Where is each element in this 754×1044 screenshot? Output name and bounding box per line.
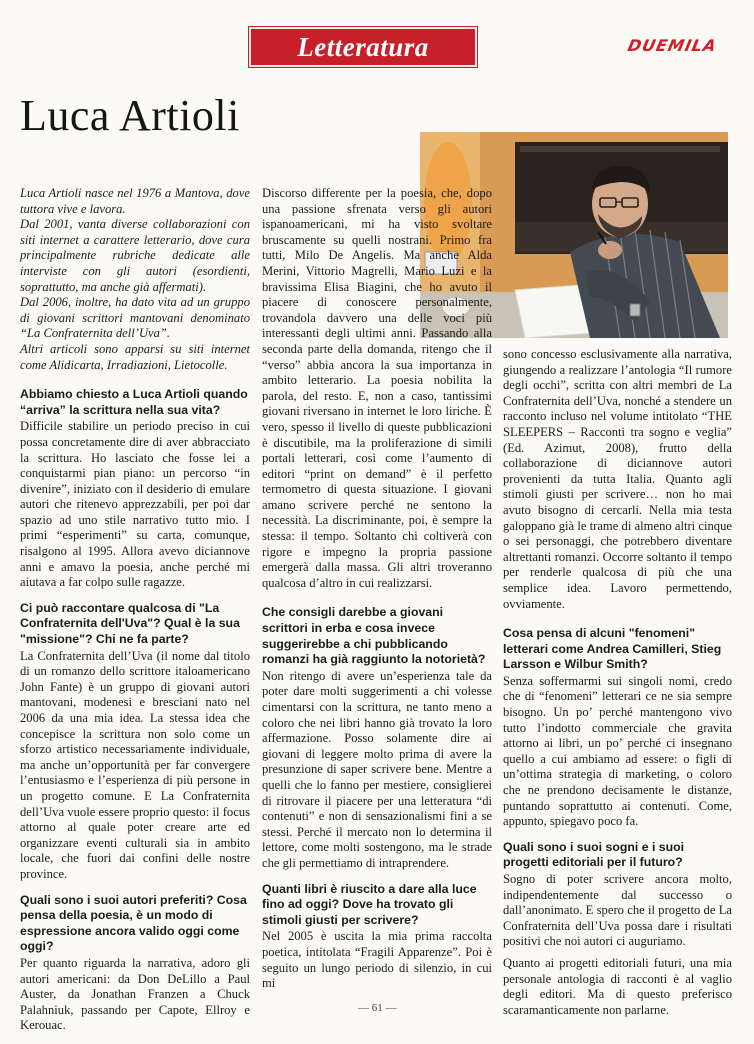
section-title: Letteratura <box>297 32 429 62</box>
question-heading: Cosa pensa di alcuni "fenomeni" letterari come Andrea Camilleri, Stieg Larsson e Wilbur Smith? <box>503 626 722 672</box>
answer-paragraph: Per quanto riguarda la narrativa, adoro gli autori americani: da Don DeLillo a Paul Auster, da Jonathan Franzen a Chuck Palahniuk, passando per Capote, Ellroy e Kerouac. <box>20 955 250 1033</box>
answer-paragraph: sono concesso esclusivamente alla narrativa, giungendo a realizzare l’antologia “Il rumore degli occhi”, scritta con altri membri de La Confraternita dell’Uva, nonché a stendere un racconto incluso nel volume intitolato “THE SLEEPERS – Racconti tra sogno e veglia” (Ed. Azimut, 2008), frutto della collaborazione di diciannove autori provenienti da tutta Italia. Quanto agli stimoli giusti per scrivere… non ho mai avuto bisogno di cercarli. Nella mia testa galoppano già le trame di almeno altri cinque o sei personaggi, che potrebbero diventare altrettanti romanzi. Occorre soltanto il tempo per renderle qualcosa di più che una semplice idea. Lavoro permettendo, ovviamente. <box>503 347 732 611</box>
answer-paragraph: Sogno di poter scrivere ancora molto, indipendentemente dal successo o dall’anonimato. E spero che il progetto de La Confraternita dell’Uva possa dare i risultati positivi che noi autori ci auguriamo. <box>503 872 732 949</box>
answer-paragraph: Non ritengo di avere un’esperienza tale da poter dare molti suggerimenti a chi volesse cimentarsi con la scrittura, ne tanto meno a coloro che nei libri hanno già trovato la loro affermazione. Posso solamente dire ai giovani di leggere molto prima di avere la presunzione di saper scrivere bene. Mentre a quelli che lo fanno per mestiere, consiglierei di ritrovare il piacere per una letteratura “di contenuti” e non di sensazionalismi fini a se stessi. Perché il mercato non lo determina il lettore, come molti sostengono, ma le strade che gli permettiamo di intraprendere. <box>262 668 492 870</box>
answer-paragraph: Nel 2005 è uscita la mia prima raccolta poetica, intitolata “Fragili Apparenze”. Poi è seguito un lungo periodo di silenzio, in cui mi <box>262 929 492 991</box>
magazine-logo: DUEMILA <box>625 36 719 55</box>
question-heading: Quanti libri è riuscito a dare alla luce fino ad oggi? Dove ha trovato gli stimoli giusti per scrivere? <box>262 881 477 927</box>
bio-paragraph: Altri articoli sono apparsi su siti internet come Alidicarta, Irradiazioni, Lietocolle. <box>20 341 250 372</box>
question-heading: Abbiamo chiesto a Luca Artioli quando “arriva” la scrittura nella sua vita? <box>20 387 248 417</box>
section-banner <box>249 27 477 67</box>
column-1 <box>20 186 250 1044</box>
question-heading: Che consigli darebbe a giovani scrittori in erba e cosa invece suggerirebbe a chi pubblicando romanzi ha già raggiunto la notorietà? <box>262 605 486 667</box>
answer-paragraph: La Confraternita dell’Uva (il nome dal titolo di un romanzo dello scrittore italoamericano John Fante) è un gruppo di giovani autori mantovani, modenesi e bresciani nato nel 2006 da una mia idea. La stessa idea che concepisce la scrittura non solo come un sforzo artistico necessariamente individuale, ma anche un’opportunità per far convergere l’entusiasmo e l’esperienza di più persone in un progetto comune. E La Confraternita dell’Uva vuole essere proprio questo: il focus attorno al quale poter creare arte ed organizzare eventi culturali sia in ambito locale, che fuori dai confini delle nostre province. <box>20 648 250 881</box>
answer-paragraph: Quanto ai progetti editoriali futuri, una mia personale antologia di racconti è al vaglio degli editori. Ma di questo preferisco scaramanticamente non parlarne. <box>503 955 732 1017</box>
bio-paragraph: Dal 2006, inoltre, ha dato vita ad un gruppo di giovani scrittori mantovani denominato “La Confraternita dell’Uva”. <box>20 295 250 341</box>
question-heading: Quali sono i suoi autori preferiti? Cosa pensa della poesia, è un modo di espressione ancora valido oggi come oggi? <box>20 892 247 954</box>
answer-paragraph: Discorso differente per la poesia, che, dopo una passione sfrenata verso gli autori ispanoamericani, mi ha visto svoltare bruscamente su quelli nostrani. Primo fra tutti, Milo De Angelis. Ma anche Alda Merini, Vittorio Magrelli, Mario Luzi e la bravissima Elisa Biagini, che ho avuto il piacere di conoscere personalmente, trovandola davvero una delle voci più interessanti degli ultimi anni. Passando alla seconda parte della domanda, ritengo che il “verso” abbia ancora la sua importanza in ambito letterario. La poesia nobilita la parola, del resto. E, non a caso, tantissimi giovani riversano in internet le loro liriche. È vero, spesso il livello di queste pubblicazioni è discutibile, ma la proliferazione di simili portali letterari, così come l’aumento di editori “print on demand” è il perfetto termometro di questa situazione. I giovani amano scrivere perché ne sentono la necessità. La discriminante, poi, è sempre la stessa: il tempo. Soltanto chi coltiverà con rigore e impegno la propria passione emergerà dalla massa. Gli altri troveranno qualcosa d’altro in cui realizzarsi. <box>262 186 492 590</box>
article-title: Luca Artioli <box>20 91 240 140</box>
answer-paragraph: Senza soffermarmi sui singoli nomi, credo che di “fenomeni” letterari ce ne sia sempre bisogno. Un po’ perché mantengono vivo tutto l’indotto commerciale che gravita attorno ai libri, un po’ perché ci insegnano quello a cui ambiamo ad essere: o figli di un’ottima strategia di marketing, o coloro che ne prendono decisamente le distanze, puntando soprattutto ai contenuti. Come, appunto, spiegavo poco fa. <box>503 673 732 829</box>
answer-paragraph: Difficile stabilire un periodo preciso in cui possa concretamente dire di aver abbracciato la scrittura. Ho lasciato che fosse lei a conquistarmi pian piano: un percorso “in divenire”, iniziato con il desiderio di emulare autori che ritenevo apprezzabili, per poi dar spazio ad uno stile narrativo tutto mio. I primi “esperimenti” su carta, comunque, risalgono al 1995. Allora avevo diciannove anni e amavo la poesia, anche perché mi aiutava a far colpo sulle ragazze. <box>20 419 250 590</box>
question-heading: Ci può raccontare qualcosa di "La Confraternita dell'Uva"? Qual è la sua "missione"? Chi ne fa parte? <box>20 600 240 647</box>
page-number: — 61 — <box>358 1002 397 1014</box>
bio-paragraph: Luca Artioli nasce nel 1976 a Mantova, dove tuttora vive e lavora. <box>20 186 250 216</box>
author-bio <box>20 186 250 373</box>
question-heading: Quali sono i suoi sogni e i suoi progetti editoriali per il futuro? <box>503 839 685 870</box>
bio-paragraph: Dal 2001, vanta diverse collaborazioni con siti internet a carattere letterario, dove cura principalmente rubriche dedicate alle interviste con gli autori (esordienti, soprattutto, ma anche già affermati). <box>20 217 250 294</box>
column-3 <box>503 347 732 1018</box>
column-2 <box>262 186 492 1002</box>
